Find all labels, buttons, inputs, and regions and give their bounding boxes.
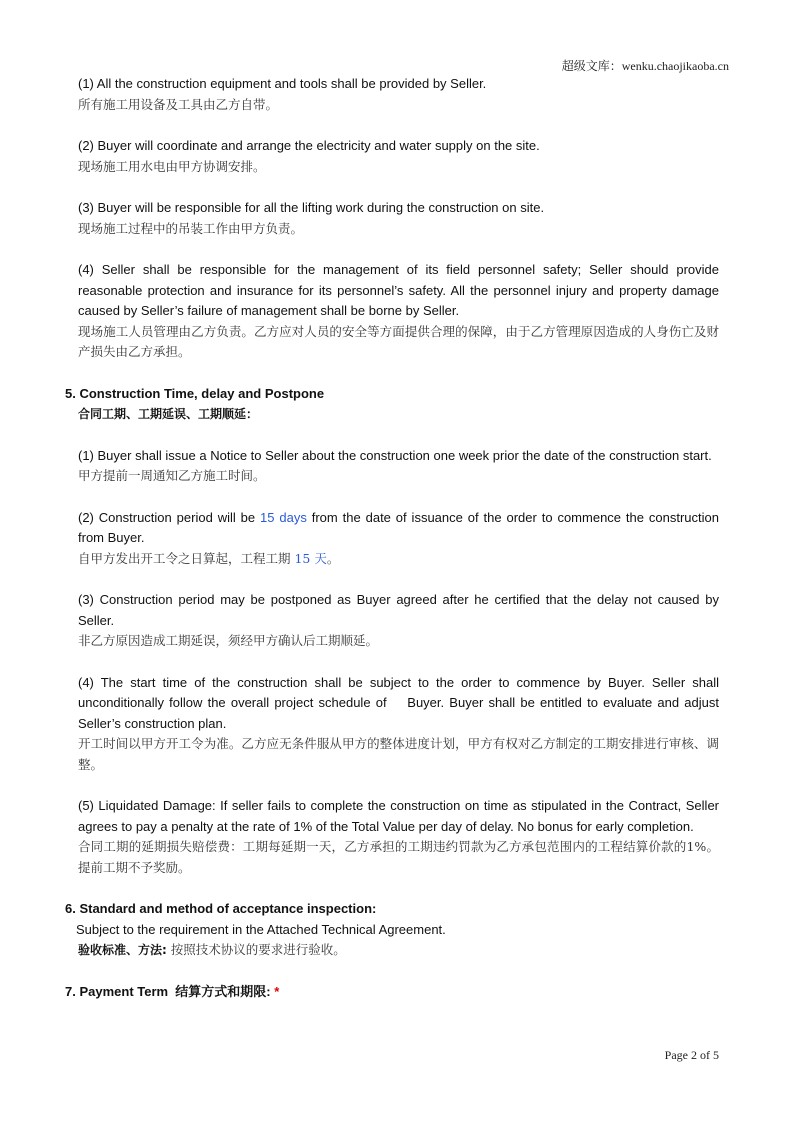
clause-5-4 [78, 673, 723, 776]
clause-4-3 [78, 198, 719, 239]
clause-zh: 合同工期的延期损失赔偿费：工期每延期一天，乙方承担的工期违约罚款为乙方承包范围内的工程结算价款的1%。提前工期不予奖励。 [78, 839, 719, 875]
section-5-header [65, 384, 719, 425]
text: 。 [326, 550, 340, 566]
clause-en: (3) Construction period may be postponed as Buyer agreed after he certified that the delay not caused by Seller. [78, 592, 719, 628]
clause-zh [78, 549, 719, 570]
zh-text: 按照技术协议的要求进行验收。 [166, 942, 346, 957]
clause-zh: 现场施工人员管理由乙方负责。乙方应对人员的安全等方面提供合理的保障，由于乙方管理原因造成的人身伤亡及财产损失由乙方承担。 [78, 323, 719, 359]
zh-label: 验收标准、方法: [78, 943, 167, 957]
text: (2) Construction period will be [78, 509, 261, 525]
clause-zh: 开工时间以甲方开工令为准。乙方应无条件服从甲方的整体进度计划，甲方有权对乙方制定的工期安排进行审核、调整。 [78, 736, 719, 772]
clause-4-1 [78, 74, 719, 115]
clause-en: (2) Buyer will coordinate and arrange the electricity and water supply on the site. [78, 138, 540, 153]
clause-5-3 [78, 590, 719, 652]
section-7-title: 7. Payment Term 结算方式和期限: [65, 983, 271, 999]
page-number: Page 2 of 5 [664, 1048, 719, 1062]
clause-en: (1) Buyer shall issue a Notice to Seller about the construction one week prior the date of the construction start. [78, 447, 712, 463]
section-6-zh [78, 940, 719, 961]
clause-4-4 [78, 260, 719, 363]
highlight-days: 15 days [260, 509, 307, 525]
clause-zh: 现场施工用水电由甲方协调安排。 [78, 158, 266, 174]
clause-en [78, 508, 719, 549]
clause-5-5 [78, 796, 719, 878]
clause-en: (1) All the construction equipment and tools shall be provided by Seller. [78, 76, 487, 91]
section-title [65, 982, 719, 1003]
document-body [65, 74, 723, 1002]
text: 自甲方发出开工令之日算起，工程工期 [78, 550, 295, 566]
clause-5-1 [78, 446, 719, 487]
text: from the date of issuance of the order to commence the construction from Buyer. [78, 509, 719, 545]
clause-en: (4) The start time of the construction shall be subject to the order to commence by Buyer. Seller shall unconditionally follow the overall project schedule of Buyer. Buyer shall be entitled to evaluate and adjust Seller’s construction plan. [78, 674, 723, 731]
section-7 [65, 982, 719, 1003]
clause-en: (3) Buyer will be responsible for all the lifting work during the construction on site. [78, 200, 545, 215]
section-subtitle: 合同工期、工期延误、工期顺延： [78, 407, 259, 421]
clause-en: (4) Seller shall be responsible for the management of its field personnel safety; Seller should provide reasonable protection and insurance for its personnel’s safety. All the personnel injury and property damage caused by Seller’s failure of management shall be borne by Seller. [78, 262, 719, 318]
clause-zh: 所有施工用设备及工具由乙方自带。 [78, 96, 279, 112]
clause-zh: 现场施工过程中的吊装工作由甲方负责。 [78, 220, 304, 236]
header-source: 超级文库：wenku.chaojikaoba.cn [561, 59, 729, 73]
highlight-days-zh: 15 天 [294, 550, 327, 566]
clause-zh: 甲方提前一周通知乙方施工时间。 [78, 468, 266, 483]
clause-5-2 [78, 508, 719, 570]
clause-en: (5) Liquidated Damage: If seller fails to complete the construction on time as stipulated in the Contract, Seller agrees to pay a penalty at the rate of 1% of the Total Value per day of delay. No bonus for early completion. [78, 798, 719, 834]
section-title: 6. Standard and method of acceptance inspection: [65, 901, 377, 916]
section-6 [65, 899, 719, 961]
required-mark: * [274, 983, 280, 999]
clause-4-2 [78, 136, 719, 177]
section-title: 5. Construction Time, delay and Postpone [65, 385, 325, 401]
clause-zh: 非乙方原因造成工期延误，须经甲方确认后工期顺延。 [78, 633, 379, 648]
section-6-en: Subject to the requirement in the Attached Technical Agreement. [76, 921, 446, 937]
